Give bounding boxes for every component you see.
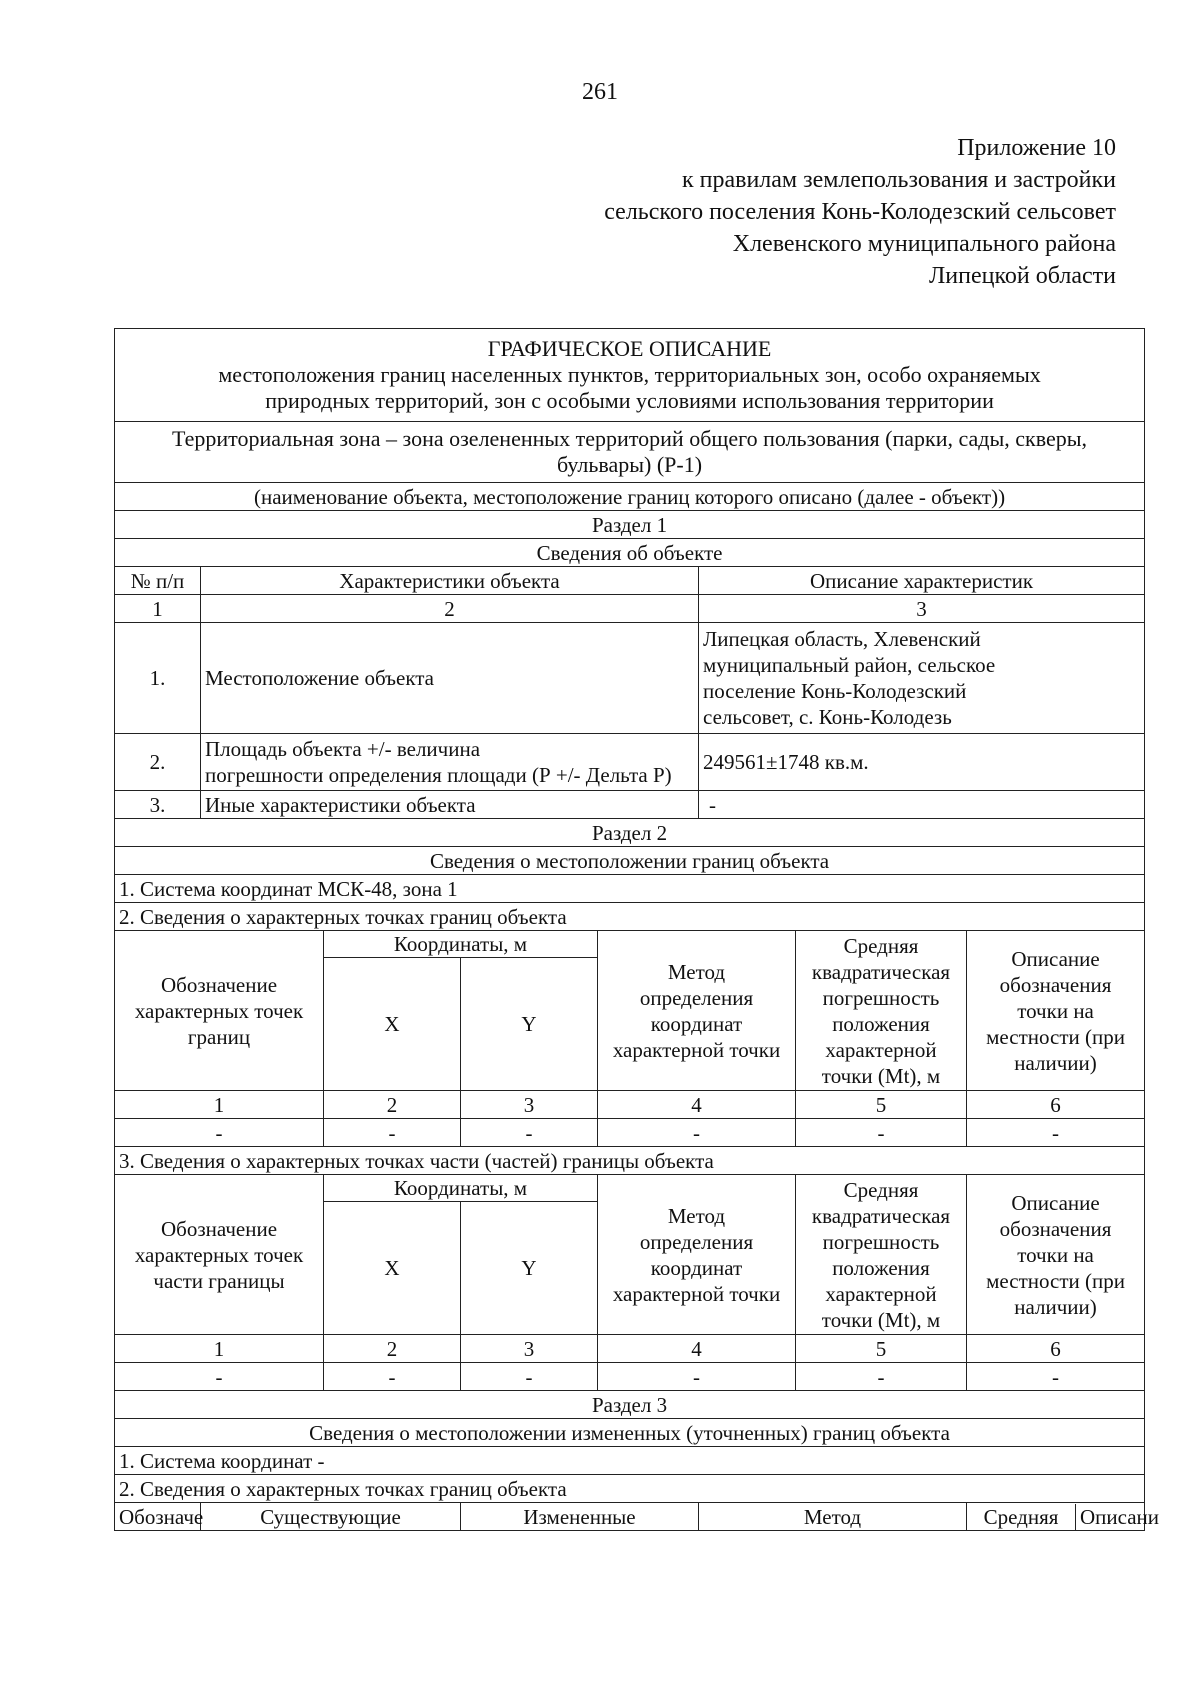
area-value: 249561±1748 кв.м. bbox=[699, 734, 1145, 791]
table-cell: - bbox=[324, 1363, 461, 1391]
header-line: квадратическая bbox=[811, 959, 951, 984]
column-header: Характеристики объекта bbox=[201, 567, 699, 595]
appendix-line: сельского поселения Конь-Колодезский сельсовет bbox=[604, 199, 1116, 225]
column-number: 1 bbox=[115, 1335, 324, 1363]
appendix-line: Приложение 10 bbox=[957, 135, 1116, 161]
column-number: 2 bbox=[324, 1091, 461, 1119]
location-line: поселение Конь-Колодезский bbox=[703, 679, 967, 703]
truncated-header: Обозначе bbox=[115, 1503, 201, 1531]
row-number: 1. bbox=[115, 623, 201, 734]
header-line: Метод bbox=[667, 959, 726, 984]
method-header bbox=[598, 1175, 796, 1335]
method-header bbox=[598, 931, 796, 1091]
header-line: наличии) bbox=[1014, 1294, 1097, 1319]
header-line: границ bbox=[187, 1024, 251, 1049]
column-number: 6 bbox=[967, 1091, 1145, 1119]
coordinates-header: Координаты, м bbox=[324, 931, 598, 958]
column-number: 3 bbox=[461, 1335, 598, 1363]
header-line: точки (Mt), м bbox=[821, 1063, 941, 1088]
column-number: 1 bbox=[115, 595, 201, 623]
header-line: обозначения bbox=[999, 1216, 1112, 1241]
table-cell: - bbox=[598, 1119, 796, 1147]
header-line: точки на bbox=[1017, 998, 1094, 1023]
appendix-header bbox=[604, 132, 1116, 292]
section3-subtitle: Сведения о местоположении измененных (уточненных) границ объекта bbox=[115, 1419, 1145, 1447]
table-cell: - bbox=[598, 1363, 796, 1391]
header-line: Метод bbox=[667, 1203, 726, 1228]
column-number: 2 bbox=[201, 595, 699, 623]
parts-section-title: 3. Сведения о характерных точках части (частей) границы объекта bbox=[115, 1147, 1145, 1175]
characteristic-name: Местоположение объекта bbox=[201, 623, 699, 734]
location-line: Липецкая область, Хлевенский bbox=[703, 627, 981, 651]
header-line: характерных точек bbox=[134, 1242, 304, 1267]
row-number: 3. bbox=[115, 791, 201, 819]
table-cell: - bbox=[461, 1363, 598, 1391]
page-number: 261 bbox=[582, 79, 618, 105]
error-header bbox=[796, 931, 967, 1091]
header-line: Описание bbox=[1011, 1190, 1100, 1215]
section3-title: Раздел 3 bbox=[115, 1391, 1145, 1419]
header-line: точки (Mt), м bbox=[821, 1307, 941, 1332]
area-label-line: Площадь объекта +/- величина bbox=[205, 737, 481, 761]
error-header bbox=[796, 1175, 967, 1335]
appendix-line: к правилам землепользования и застройки bbox=[681, 167, 1116, 193]
column-number: 4 bbox=[598, 1335, 796, 1363]
characteristic-value bbox=[699, 623, 1145, 734]
document-subtitle: местоположения границ населенных пунктов, территориальных зон, особо охраняемых bbox=[218, 362, 1041, 387]
x-header: X bbox=[324, 1202, 461, 1335]
column-number: 1 bbox=[115, 1091, 324, 1119]
header-line: погрешность bbox=[822, 985, 940, 1010]
area-label-line: погрешности определения площади (Р +/- Дельта Р) bbox=[205, 763, 672, 787]
header-line: характерной bbox=[825, 1037, 937, 1062]
header-line: точки на bbox=[1017, 1242, 1094, 1267]
column-header: Описание характеристик bbox=[699, 567, 1145, 595]
header-line: характерной точки bbox=[612, 1037, 781, 1062]
characteristic-name bbox=[201, 734, 699, 791]
y-header: Y bbox=[461, 1202, 598, 1335]
header-line: части границы bbox=[153, 1268, 285, 1293]
table-cell: - bbox=[324, 1119, 461, 1147]
truncated-header: Описани bbox=[1080, 1504, 1160, 1529]
header-line: погрешность bbox=[822, 1229, 940, 1254]
header-line: местности (при bbox=[986, 1268, 1125, 1293]
zone-name: бульвары) (Р-1) bbox=[556, 452, 703, 477]
header-line: местности (при bbox=[986, 1024, 1125, 1049]
document-title: ГРАФИЧЕСКОЕ ОПИСАНИЕ bbox=[487, 336, 772, 361]
points-section-title: 2. Сведения о характерных точках границ объекта bbox=[115, 1475, 1145, 1503]
header-line: квадратическая bbox=[811, 1203, 951, 1228]
coordinate-system: 1. Система координат - bbox=[115, 1447, 1145, 1475]
row-number: 2. bbox=[115, 734, 201, 791]
table-cell: - bbox=[796, 1363, 967, 1391]
section2-title: Раздел 2 bbox=[115, 819, 1145, 847]
document-title-cell bbox=[115, 329, 1145, 422]
points-section-title: 2. Сведения о характерных точках границ объекта bbox=[115, 903, 1145, 931]
header-line: Обозначение bbox=[160, 1216, 278, 1241]
location-line: сельсовет, с. Конь-Колодезь bbox=[703, 705, 952, 729]
column-number: 5 bbox=[796, 1091, 967, 1119]
appendix-line: Хлевенского муниципального района bbox=[732, 231, 1116, 257]
header-line: обозначения bbox=[999, 972, 1112, 997]
section1-title: Раздел 1 bbox=[115, 511, 1145, 539]
table-cell: - bbox=[967, 1119, 1145, 1147]
document-subtitle: природных территорий, зон с особыми условиями использования территории bbox=[265, 388, 994, 413]
table-cell: - bbox=[115, 1363, 324, 1391]
header-line: наличии) bbox=[1014, 1050, 1097, 1075]
truncated-header: Измененные bbox=[461, 1503, 699, 1531]
designation-header bbox=[115, 931, 324, 1091]
header-line: характерной bbox=[825, 1281, 937, 1306]
section1-subtitle: Сведения об объекте bbox=[115, 539, 1145, 567]
truncated-header: Существующие bbox=[201, 1503, 461, 1531]
truncated-header bbox=[967, 1503, 1160, 1531]
coordinate-system: 1. Система координат МСК-48, зона 1 bbox=[115, 875, 1145, 903]
column-number: 5 bbox=[796, 1335, 967, 1363]
table-cell: - bbox=[796, 1119, 967, 1147]
location-line: муниципальный район, сельское bbox=[703, 653, 996, 677]
header-line: координат bbox=[650, 1255, 743, 1280]
header-line: Средняя bbox=[843, 1177, 919, 1202]
header-line: положения bbox=[832, 1011, 930, 1036]
characteristic-name: Иные характеристики объекта bbox=[201, 791, 699, 819]
column-number: 3 bbox=[461, 1091, 598, 1119]
header-line: характерной точки bbox=[612, 1281, 781, 1306]
characteristic-value: - bbox=[699, 791, 1145, 819]
truncated-header: Метод bbox=[699, 1503, 967, 1531]
table-cell: - bbox=[461, 1119, 598, 1147]
x-header: X bbox=[324, 958, 461, 1091]
header-line: положения bbox=[832, 1255, 930, 1280]
header-line: Описание bbox=[1011, 946, 1100, 971]
appendix-line: Липецкой области bbox=[929, 263, 1116, 289]
header-line: Обозначение bbox=[160, 972, 278, 997]
header-line: Средняя bbox=[843, 933, 919, 958]
designation-header bbox=[115, 1175, 324, 1335]
column-number: 4 bbox=[598, 1091, 796, 1119]
section2-subtitle: Сведения о местоположении границ объекта bbox=[115, 847, 1145, 875]
y-header: Y bbox=[461, 958, 598, 1091]
column-number: 6 bbox=[967, 1335, 1145, 1363]
graphic-description-table bbox=[114, 328, 1160, 1531]
description-header bbox=[967, 1175, 1145, 1335]
description-header bbox=[967, 931, 1145, 1091]
zone-name: Территориальная зона – зона озелененных территорий общего пользования (парки, сады, скверы, bbox=[172, 426, 1088, 451]
table-cell: - bbox=[115, 1119, 324, 1147]
header-line: определения bbox=[639, 985, 754, 1010]
header-line: характерных точек bbox=[134, 998, 304, 1023]
column-header: № п/п bbox=[115, 567, 201, 595]
coordinates-header: Координаты, м bbox=[324, 1175, 598, 1202]
truncated-header: Средняя bbox=[967, 1504, 1076, 1530]
object-caption: (наименование объекта, местоположение границ которого описано (далее - объект)) bbox=[115, 483, 1145, 511]
table-cell: - bbox=[967, 1363, 1145, 1391]
zone-name-cell bbox=[115, 422, 1145, 483]
column-number: 3 bbox=[699, 595, 1145, 623]
column-number: 2 bbox=[324, 1335, 461, 1363]
header-line: координат bbox=[650, 1011, 743, 1036]
header-line: определения bbox=[639, 1229, 754, 1254]
